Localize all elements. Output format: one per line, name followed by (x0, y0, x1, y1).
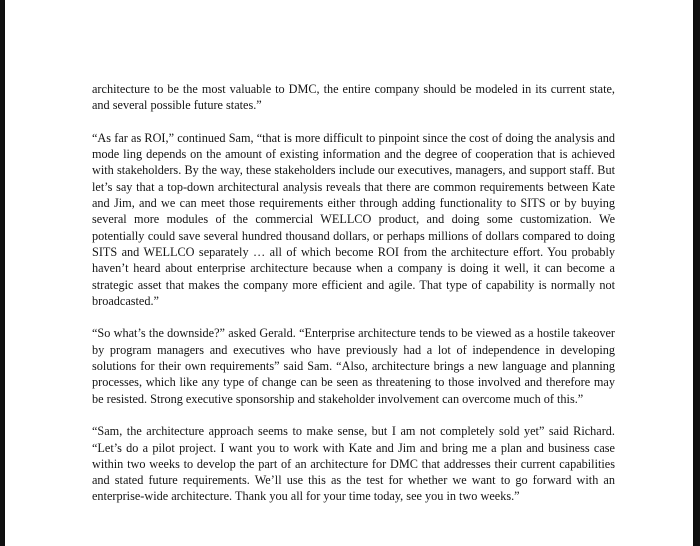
document-body (92, 81, 615, 521)
paragraph-architecture-scope: architecture to be the most valuable to DMC, the entire company should be modeled in its current state, and several possible future states.” (92, 82, 615, 113)
paragraph-roi: “As far as ROI,” continued Sam, “that is more difficult to pinpoint since the cost of doing the analysis and mode ling depends on the amount of existing information and the degree of cooperation that is achieved with stakeholders. By the way, these stakeholders include our executives, managers, and support staff. But let’s say that a top-down architectural analysis reveals that there are common requirements between Kate and Jim, and we can meet those requirements either through adding functionality to SITS or by buying several more modules of the commercial WELLCO product, and doing some customization. We potentially could save several hundred thousand dollars, or perhaps millions of dollars compared to doing SITS and WELLCO separately … all of which become ROI from the architecture effort. You probably haven’t heard about enterprise architecture because when a company is doing it well, it can become a strategic asset that makes the company more efficient and agile. That type of capability is normally not broadcasted.” (92, 130, 615, 308)
document-page (5, 0, 693, 546)
paragraph-downside: “So what’s the downside?” asked Gerald. “Enterprise architecture tends to be viewed as a hostile takeover by program managers and executives who have previously had a lot of independence in developing solutions for their own requirements” said Sam. “Also, architecture brings a new language and planning processes, which like any type of change can be seen as threatening to those involved and therefore may be resisted. Strong executive sponsorship and stakeholder involvement can overcome much of this.” (92, 326, 615, 406)
paragraph-pilot-project: “Sam, the architecture approach seems to make sense, but I am not completely sold yet” said Richard. “Let’s do a pilot project. I want you to work with Kate and Jim and bring me a plan and business case within two weeks to develop the part of an architecture for DMC that addresses their current capabilities and stated future requirements. We’ll use this as the test for whether we want to go forward with an enterprise-wide architecture. Thank you all for your time today, see you in two weeks.” (92, 424, 615, 504)
